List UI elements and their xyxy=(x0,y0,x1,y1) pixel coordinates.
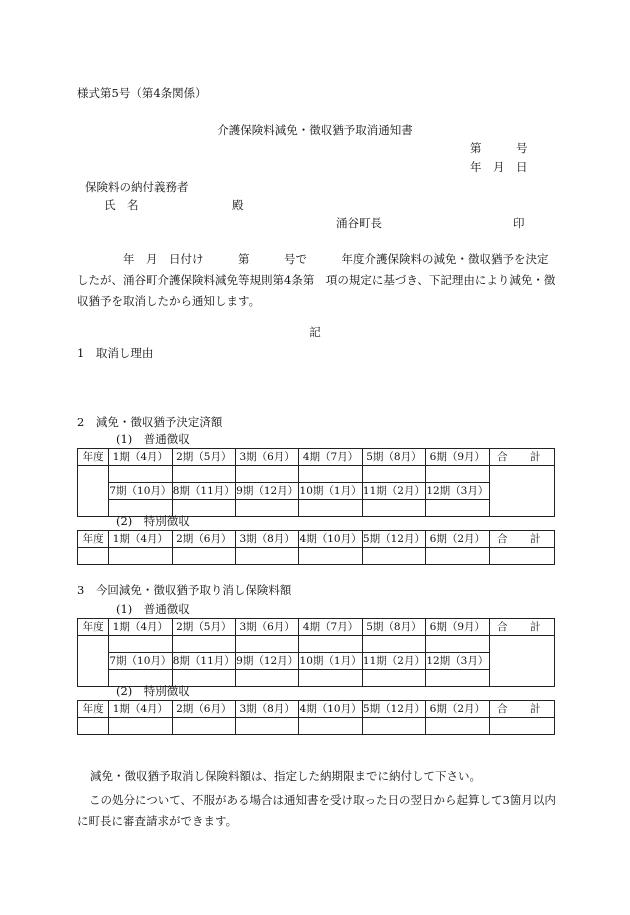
amount-cell xyxy=(235,636,298,653)
period-header: 3期（6月） xyxy=(235,619,298,636)
period-header: 4期（7月） xyxy=(299,619,362,636)
year-header: 年度 xyxy=(78,449,109,466)
total-cell xyxy=(489,718,554,735)
total-cell xyxy=(489,466,554,517)
amount-cell xyxy=(172,466,235,483)
amount-cell xyxy=(362,718,425,735)
amount-cell xyxy=(362,466,425,483)
item-2-heading: 2 減免・徴収猶予決定済額 xyxy=(77,415,223,429)
amount-cell xyxy=(299,636,362,653)
period-header: 1期（4月） xyxy=(109,531,172,548)
period-header: 2期（5月） xyxy=(172,449,235,466)
amount-cell xyxy=(235,670,298,687)
cancelled-special-table xyxy=(77,700,555,735)
period-header: 8期（11月） xyxy=(172,483,235,500)
year-header: 年度 xyxy=(78,619,109,636)
period-header: 5期（8月） xyxy=(362,619,425,636)
payment-note: 減免・徴収猶予取消し保険料額は、指定した納期限までに納付して下さい。 xyxy=(90,769,481,783)
period-header: 5期（12月） xyxy=(362,531,425,548)
period-header: 2期（6月） xyxy=(172,531,235,548)
year-cell xyxy=(78,636,109,687)
amount-cell xyxy=(299,466,362,483)
period-header: 3期（8月） xyxy=(235,531,298,548)
year-cell xyxy=(78,466,109,517)
period-header: 3期（6月） xyxy=(235,449,298,466)
amount-cell xyxy=(172,718,235,735)
amount-cell xyxy=(235,548,298,565)
amount-cell xyxy=(299,548,362,565)
item-1-heading: 1 取消し理由 xyxy=(77,346,154,360)
form-number: 様式第5号（第4条関係） xyxy=(77,86,207,100)
period-header: 12期（3月） xyxy=(426,653,489,670)
period-header: 11期（2月） xyxy=(362,483,425,500)
period-header: 10期（1月） xyxy=(299,483,362,500)
appeal-note: この処分について、不服がある場合は通知書を受け取った日の翌日から起算して3箇月以内に町長に審査請求ができます。 xyxy=(77,793,556,828)
period-header: 3期（8月） xyxy=(235,701,298,718)
cancelled-ordinary-table xyxy=(77,618,555,687)
period-header: 1期（4月） xyxy=(109,449,172,466)
period-header: 9期（12月） xyxy=(235,483,298,500)
amount-cell xyxy=(426,718,489,735)
period-header: 10期（1月） xyxy=(299,653,362,670)
amount-cell xyxy=(426,636,489,653)
document-title: 介護保険料減免・徴収猶予取消通知書 xyxy=(217,123,413,137)
total-header: 合 計 xyxy=(489,701,554,718)
amount-cell xyxy=(235,500,298,517)
issuer: 涌谷町長 xyxy=(336,216,382,230)
amount-cell xyxy=(362,548,425,565)
year-cell xyxy=(78,548,109,565)
total-cell xyxy=(489,636,554,687)
amount-cell xyxy=(235,718,298,735)
period-header: 1期（4月） xyxy=(109,619,172,636)
period-header: 12期（3月） xyxy=(426,483,489,500)
decided-ordinary-table xyxy=(77,448,555,517)
special-collection-label: (2) 特別徴収 xyxy=(116,514,190,528)
amount-cell xyxy=(109,466,172,483)
year-header: 年度 xyxy=(78,701,109,718)
period-header: 8期（11月） xyxy=(172,653,235,670)
period-header: 6期（9月） xyxy=(426,449,489,466)
amount-cell xyxy=(172,548,235,565)
total-cell xyxy=(489,548,554,565)
amount-cell xyxy=(172,636,235,653)
total-header: 合 計 xyxy=(489,449,554,466)
period-header: 7期（10月） xyxy=(109,653,172,670)
period-header: 2期（5月） xyxy=(172,619,235,636)
amount-cell xyxy=(299,670,362,687)
ordinary-collection-label: (1) 普通徴収 xyxy=(116,432,190,446)
honorific: 殿 xyxy=(232,198,244,212)
period-header: 11期（2月） xyxy=(362,653,425,670)
body-paragraph: 年 月 日付け 第 号で 年度介護保険料の減免・徴収猶予を決定したが、涌谷町介護保険料減免等規則第4条第 項の規定に基づき、下記理由により減免・徴収猶予を取消したから通知します。 xyxy=(77,252,556,308)
document-number: 第 号 xyxy=(470,141,528,155)
amount-cell xyxy=(299,500,362,517)
period-header: 9期（12月） xyxy=(235,653,298,670)
year-header: 年度 xyxy=(78,531,109,548)
period-header: 5期（8月） xyxy=(362,449,425,466)
amount-cell xyxy=(235,466,298,483)
amount-cell xyxy=(362,636,425,653)
amount-cell xyxy=(109,548,172,565)
period-header: 6期（2月） xyxy=(426,701,489,718)
total-header: 合 計 xyxy=(489,619,554,636)
period-header: 6期（9月） xyxy=(426,619,489,636)
period-header: 4期（10月） xyxy=(299,531,362,548)
recipient-label: 保険料の納付義務者 xyxy=(85,180,189,194)
amount-cell xyxy=(362,670,425,687)
amount-cell xyxy=(362,500,425,517)
period-header: 7期（10月） xyxy=(109,483,172,500)
period-header: 6期（2月） xyxy=(426,531,489,548)
period-header: 4期（7月） xyxy=(299,449,362,466)
amount-cell xyxy=(109,636,172,653)
amount-cell xyxy=(426,500,489,517)
seal-mark: 印 xyxy=(513,216,525,230)
year-cell xyxy=(78,718,109,735)
period-header: 2期（6月） xyxy=(172,701,235,718)
period-header: 4期（10月） xyxy=(299,701,362,718)
ordinary-collection-label: (1) 普通徴収 xyxy=(116,602,190,616)
amount-cell xyxy=(426,548,489,565)
document-date: 年 月 日 xyxy=(470,160,528,174)
total-header: 合 計 xyxy=(489,531,554,548)
ki-marker: 記 xyxy=(309,325,321,339)
period-header: 1期（4月） xyxy=(109,701,172,718)
name-label: 氏 名 xyxy=(104,198,139,212)
item-3-heading: 3 今回減免・徴収猶予取り消し保険料額 xyxy=(77,583,292,597)
special-collection-label: (2) 特別徴収 xyxy=(116,684,190,698)
amount-cell xyxy=(426,466,489,483)
amount-cell xyxy=(299,718,362,735)
decided-special-table xyxy=(77,530,555,565)
period-header: 5期（12月） xyxy=(362,701,425,718)
amount-cell xyxy=(109,718,172,735)
amount-cell xyxy=(426,670,489,687)
